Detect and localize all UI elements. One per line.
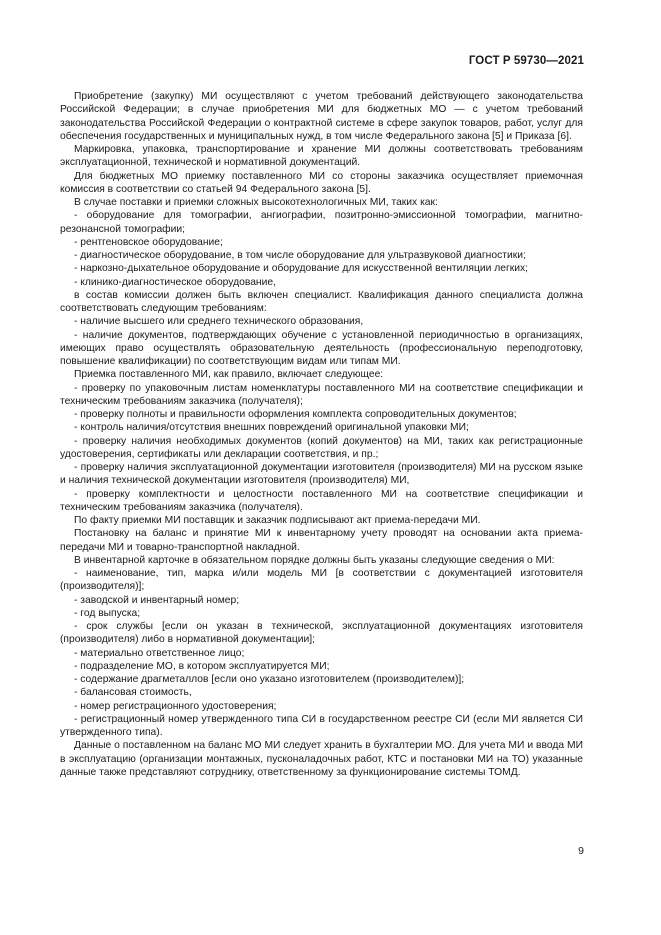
list-item: - год выпуска; bbox=[74, 607, 141, 619]
paragraph: В инвентарной карточке в обязательном порядке должны быть указаны следующие сведения о МИ: bbox=[74, 554, 555, 566]
list-item: - наличие документов, подтверждающих обучение с установленной периодичностью в организациях, имеющих право осуществлять образовательную деятельность (профессиональную переподготовку, повышение квалификации) по соответствующим видам или типам МИ. bbox=[60, 329, 583, 367]
list-item: - подразделение МО, в котором эксплуатируется МИ; bbox=[74, 660, 330, 672]
document-body bbox=[60, 90, 583, 779]
list-item: - материально ответственное лицо; bbox=[74, 647, 245, 659]
paragraph: В случае поставки и приемки сложных высокотехнологичных МИ, таких как: bbox=[74, 197, 438, 208]
paragraph: Постановку на баланс и принятие МИ к инвентарному учету проводят на основании акта приема-передачи МИ и товарно-транспортной накладной. bbox=[60, 528, 583, 553]
list-item: - регистрационный номер утвержденного типа СИ в государственном реестре СИ (если МИ является СИ утвержденного типа). bbox=[60, 713, 583, 738]
list-item: - диагностическое оборудование, в том числе оборудование для ультразвуковой диагностики; bbox=[74, 250, 526, 261]
list-item: - номер регистрационного удостоверения; bbox=[74, 700, 277, 712]
document-header: ГОСТ Р 59730—2021 bbox=[468, 55, 584, 67]
list-item: - наркозно-дыхательное оборудование и оборудование для искусственной вентиляции легких; bbox=[74, 263, 529, 275]
list-item: - проверку по упаковочным листам номенклатуры поставленного МИ на соответствие спецификации и техническим требованиям заказчика (получателя); bbox=[60, 382, 583, 407]
list-item: - клинико-диагностическое оборудование, bbox=[74, 276, 276, 288]
paragraph: в состав комиссии должен быть включен специалист. Квалификация данного специалиста должна соответствовать следующим требованиям: bbox=[60, 289, 583, 314]
list-item: - проверку полноты и правильности оформления комплекта сопроводительных документов; bbox=[74, 409, 517, 420]
paragraph: Для бюджетных МО приемку поставленного МИ со стороны заказчика осуществляет приемочная комиссия в соответствии со статьей 94 Федерального закона [5]. bbox=[60, 170, 583, 195]
list-item: - контроль наличия/отсутствия внешних повреждений оригинальной упаковки МИ; bbox=[74, 422, 469, 434]
list-item: - проверку наличия необходимых документов (копий документов) на МИ, таких как регистрационные удостоверения, сертификаты или декларации соответствия, и пр.; bbox=[60, 435, 583, 460]
list-item: - наличие высшего или среднего технического образования, bbox=[74, 316, 364, 328]
list-item: - заводской и инвентарный номер; bbox=[74, 594, 240, 606]
paragraph: По факту приемки МИ поставщик и заказчик подписывают акт приема-передачи МИ. bbox=[74, 515, 481, 526]
paragraph: Данные о поставленном на баланс МО МИ следует хранить в бухгалтерии МО. Для учета МИ и ввода МИ в эксплуатацию (организации монтажных, пусконаладочных работ, КТС и постановки МИ на ТО) указанные данные также представляют сотруднику, ответственному за функционирование системы ТОМД. bbox=[60, 740, 583, 778]
paragraph: Маркировка, упаковка, транспортирование и хранение МИ должны соответствовать требованиям эксплуатационной, технической и нормативной документаций. bbox=[60, 144, 583, 169]
paragraph: Приобретение (закупку) МИ осуществляют с учетом требований действующего законодательства Российской Федерации; в случае приобретения МИ для бюджетных МО — с учетом требований законодательства Российской Федерации о контрактной системе в сфере закупок товаров, работ, услуг для обеспечения государственных и муниципальных нужд, в том числе Федерального закона [5] и Приказа [6]. bbox=[60, 91, 583, 142]
list-item: - рентгеновское оборудование; bbox=[74, 236, 223, 248]
list-item: - проверку комплектности и целостности поставленного МИ на соответствие спецификации и техническим требованиям заказчика (получателя). bbox=[60, 488, 583, 513]
list-item: - оборудование для томографии, ангиографии, позитронно-эмиссионной томографии, магнитно-резонансной томографии; bbox=[60, 210, 583, 235]
list-item: - срок службы [если он указан в технической, эксплуатационной документациях изготовителя (производителя) либо в нормативной документации]; bbox=[60, 621, 583, 646]
page-number: 9 bbox=[578, 845, 584, 857]
paragraph: Приемка поставленного МИ, как правило, включает следующее: bbox=[74, 369, 384, 381]
list-item: - содержание драгметаллов [если оно указано изготовителем (производителем)]; bbox=[74, 674, 465, 685]
list-item: - наименование, тип, марка и/или модель МИ [в соответствии с документацией изготовителя (производителя)]; bbox=[60, 568, 583, 593]
list-item: - проверку наличия эксплуатационной документации изготовителя (производителя) МИ на русском языке и наличия технической документации изготовителя (производителя) МИ, bbox=[60, 462, 583, 487]
list-item: - балансовая стоимость, bbox=[74, 687, 192, 699]
